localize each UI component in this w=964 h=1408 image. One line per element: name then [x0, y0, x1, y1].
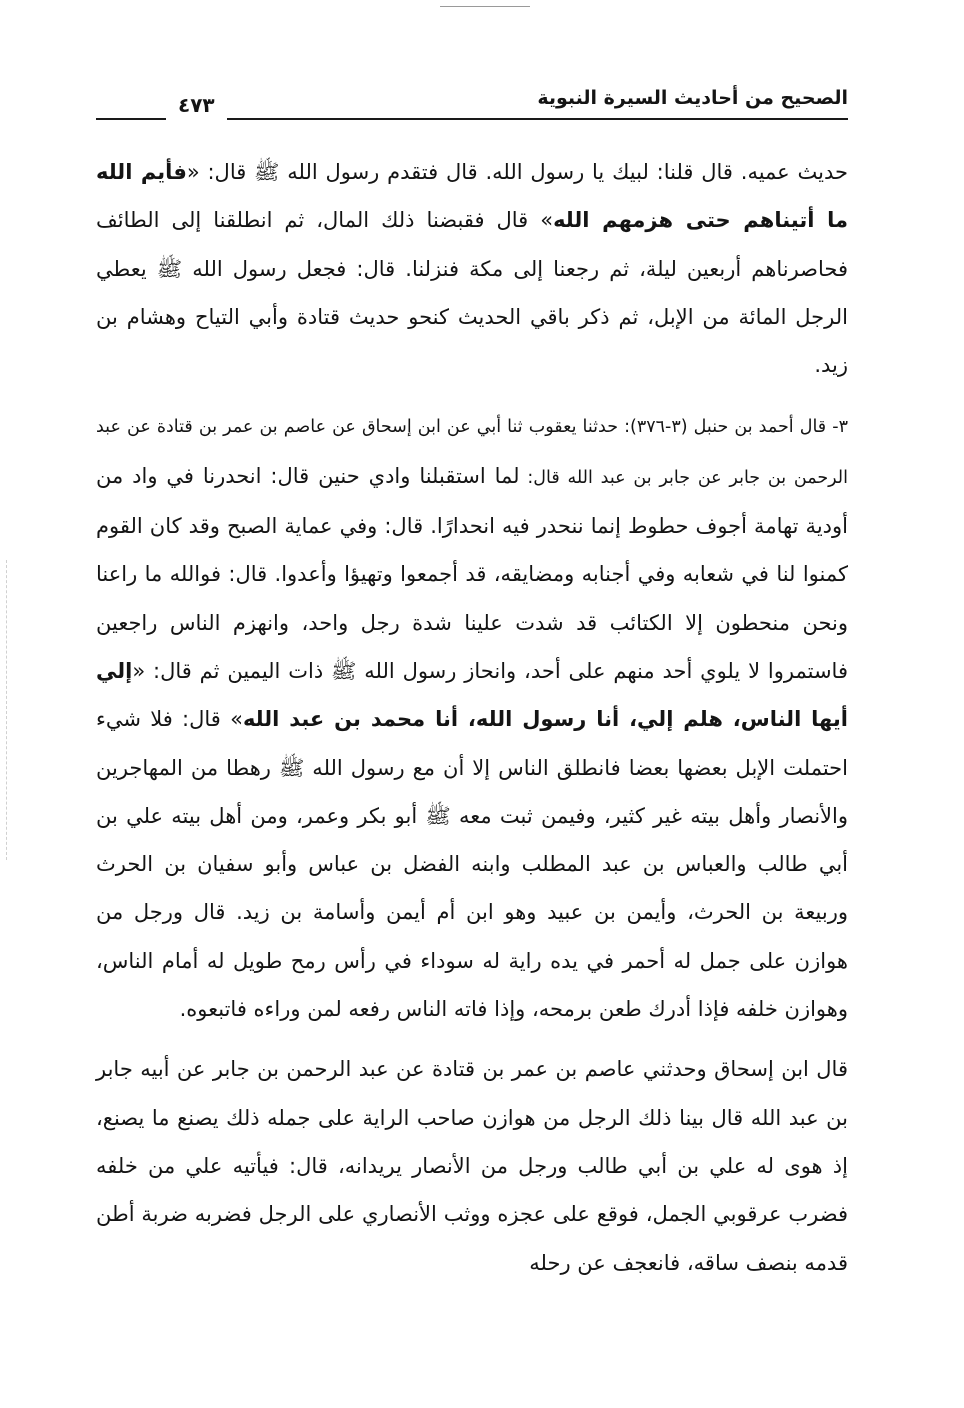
scan-margin-mark: [6, 560, 7, 860]
body-text: [96, 148, 848, 1287]
running-title: الصحيح من أحاديث السيرة النبوية: [523, 82, 848, 114]
page-number: ٤٧٣: [166, 88, 227, 122]
quoted-hadith-bold: إلي أيها الناس، هلم إلي، أنا رسول الله، أنا محمد بن عبد الله: [96, 658, 848, 732]
text-segment: » قال: فلا شيء احتملت الإبل بعضها بعضا فانطلق الناس إلا أن مع رسول الله ﷺ رهطا من المهاجرين والأنصار وأهل بيته غير كثير، وفيمن ثبت معه ﷺ أبو بكر وعمر، ومن أهل بيته علي بن أبي طالب والعباس بن عبد المطلب وابنه الفضل بن عباس وأبو سفيان بن الحرث وربيعة بن الحرث، وأيمن بن عبيد وهو ابن أم أيمن وأسامة بن زيد. قال ورجل من هوازن على جمل له أحمر في يده راية له سوداء في رأس رمح طويل له أمام الناس، وهوازن خلفه فإذا أدرك طعن برمحه، وإذا فاته الناس رفعه لمن وراءه فاتبعوه.: [96, 707, 848, 1022]
text-segment: حديث عميه. قال قلنا: لبيك يا رسول الله. قال فتقدم رسول الله ﷺ قال: «: [186, 160, 848, 184]
scan-edge-mark: [440, 6, 530, 7]
text-segment: لما استقبلنا وادي حنين قال: انحدرنا في واد من أودية تهامة أجوف حطوط إنما ننحدر فيه انحدارًا. قال: وفي عماية الصبح وقد كان القوم كمنوا لنا في شعابه وفي أجنابه ومضايقه، قد أجمعوا وتهيؤا وأعدوا. قال: فوالله ما راعنا ونحن منحطون إلا الكتائب قد شدت علينا شدة رجل واحد، وانهزم الناس راجعين فاستمروا لا يلوي أحد منهم على أحد، وانحاز رسول الله ﷺ ذات اليمين ثم قال: «: [96, 463, 848, 683]
text-segment: » قال فقبضنا ذلك المال، ثم انطلقنا إلى الطائف فحاصرناهم أربعين ليلة، ثم رجعنا إلى مكة فنزلنا. قال: فجعل رسول الله ﷺ يعطي الرجل المائة من الإبل، ثم ذكر باقي الحديث كنحو حديث قتادة وأبي التياح وهشام بن زيد.: [96, 208, 848, 378]
paragraph-2: [96, 401, 848, 1033]
quoted-hadith-bold: فأيم الله ما أتيناهم حتى هزمهم الله: [96, 160, 848, 233]
page-header: [96, 82, 848, 122]
paragraph-3: [96, 1045, 848, 1286]
text-segment: قال ابن إسحاق وحدثني عاصم بن عمر بن قتادة عن عبد الرحمن بن جابر عن أبيه جابر بن عبد الله قال بينا ذلك الرجل من هوازن صاحب الراية على جمله ذلك يصنع ما يصنع، إذ هوى له علي بن أبي طالب ورجل من الأنصار يريدانه، قال: فيأتيه علي من خلفه فضرب عرقوبي الجمل، فوقع على عجزه ووثب الأنصاري على الرجل فضربه ضربة أطن قدمه بنصف ساقه، فانعجف عن رحله: [96, 1057, 848, 1275]
isnad-chain: ٣- قال أحمد بن حنبل (٣-٣٧٦): حدثنا يعقوب ثنا أبي عن ابن إسحاق عن عاصم بن عمر بن قتادة عن عبد الرحمن بن جابر عن جابر بن عبد الله قال:: [96, 417, 848, 488]
paragraph-1: [96, 148, 848, 389]
